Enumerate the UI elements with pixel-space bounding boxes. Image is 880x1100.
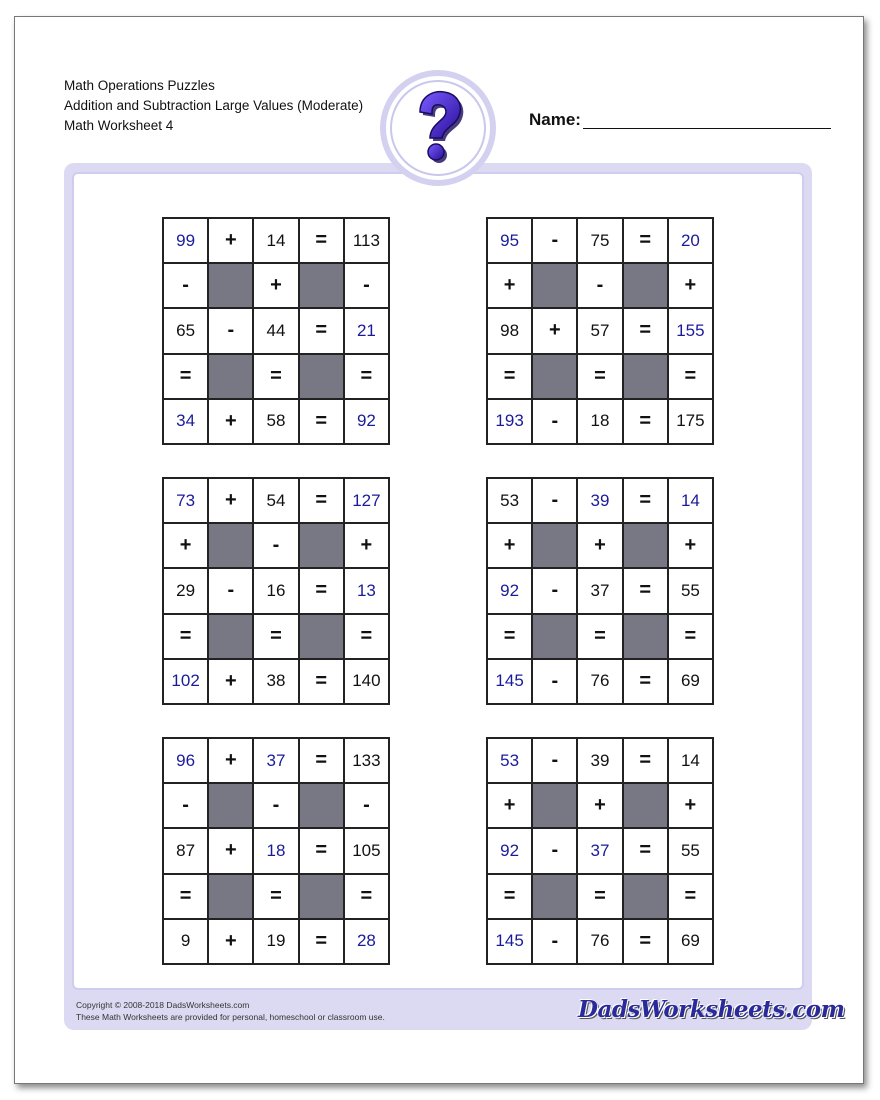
operator-cell: + <box>253 263 298 308</box>
operator-cell: + <box>532 308 577 353</box>
operator-cell: - <box>532 738 577 783</box>
operator-cell: + <box>487 263 532 308</box>
number-cell: 39 <box>577 478 622 523</box>
puzzle-3 <box>162 477 390 705</box>
operator-cell: = <box>299 478 344 523</box>
number-cell: 75 <box>577 218 622 263</box>
operator-cell: = <box>623 308 668 353</box>
shaded-cell <box>532 874 577 919</box>
operator-cell: + <box>487 523 532 568</box>
number-cell: 55 <box>668 828 713 873</box>
operator-cell: = <box>623 218 668 263</box>
number-cell: 69 <box>668 659 713 704</box>
worksheet-subtitle: Addition and Subtraction Large Values (Moderate) <box>64 98 364 113</box>
number-cell: 58 <box>253 399 298 444</box>
puzzle-1 <box>162 217 390 445</box>
operator-cell: - <box>163 783 208 828</box>
operator-cell: - <box>344 263 389 308</box>
number-cell: 95 <box>487 218 532 263</box>
operator-cell: + <box>208 828 253 873</box>
number-cell: 9 <box>163 919 208 964</box>
number-cell: 53 <box>487 738 532 783</box>
number-cell: 92 <box>487 568 532 613</box>
number-cell: 55 <box>668 568 713 613</box>
operator-cell: + <box>208 218 253 263</box>
number-cell: 53 <box>487 478 532 523</box>
operator-cell: - <box>532 659 577 704</box>
operator-cell: - <box>532 478 577 523</box>
number-cell: 18 <box>253 828 298 873</box>
footer-text <box>76 999 385 1023</box>
number-cell: 14 <box>253 218 298 263</box>
operator-cell: = <box>623 919 668 964</box>
shaded-cell <box>532 783 577 828</box>
number-cell: 54 <box>253 478 298 523</box>
usage-notice: These Math Worksheets are provided for personal, homeschool or classroom use. <box>76 1012 385 1022</box>
number-cell: 13 <box>344 568 389 613</box>
number-cell: 76 <box>577 659 622 704</box>
operator-cell: = <box>623 659 668 704</box>
number-cell: 102 <box>163 659 208 704</box>
number-cell: 57 <box>577 308 622 353</box>
operator-cell: - <box>532 399 577 444</box>
number-cell: 19 <box>253 919 298 964</box>
operator-cell: - <box>532 568 577 613</box>
number-cell: 127 <box>344 478 389 523</box>
number-cell: 37 <box>253 738 298 783</box>
operator-cell: = <box>668 354 713 399</box>
operator-cell: = <box>487 614 532 659</box>
shaded-cell <box>623 874 668 919</box>
number-cell: 44 <box>253 308 298 353</box>
operator-cell: + <box>668 783 713 828</box>
operator-cell: + <box>208 478 253 523</box>
number-cell: 113 <box>344 218 389 263</box>
operator-cell: - <box>344 783 389 828</box>
operator-cell: - <box>253 523 298 568</box>
operator-cell: - <box>532 919 577 964</box>
puzzle-2 <box>486 217 714 445</box>
number-cell: 18 <box>577 399 622 444</box>
operator-cell: + <box>163 523 208 568</box>
operator-cell: = <box>577 354 622 399</box>
operator-cell: = <box>577 874 622 919</box>
number-cell: 39 <box>577 738 622 783</box>
number-cell: 73 <box>163 478 208 523</box>
worksheet-title: Math Operations Puzzles <box>64 78 215 93</box>
shaded-cell <box>623 783 668 828</box>
operator-cell: + <box>668 523 713 568</box>
operator-cell: = <box>299 308 344 353</box>
number-cell: 133 <box>344 738 389 783</box>
shaded-cell <box>208 874 253 919</box>
number-cell: 14 <box>668 738 713 783</box>
operator-cell: = <box>163 614 208 659</box>
number-cell: 20 <box>668 218 713 263</box>
name-label: Name: <box>529 110 581 129</box>
operator-cell: = <box>487 354 532 399</box>
operator-cell: + <box>487 783 532 828</box>
name-line <box>583 128 831 129</box>
shaded-cell <box>299 614 344 659</box>
operator-cell: = <box>577 614 622 659</box>
number-cell: 37 <box>577 568 622 613</box>
number-cell: 14 <box>668 478 713 523</box>
number-cell: 92 <box>487 828 532 873</box>
operator-cell: = <box>623 399 668 444</box>
shaded-cell <box>299 783 344 828</box>
number-cell: 92 <box>344 399 389 444</box>
brand-logo: DadsWorksheets.com <box>578 996 845 1023</box>
number-cell: 155 <box>668 308 713 353</box>
number-cell: 65 <box>163 308 208 353</box>
operator-cell: = <box>163 354 208 399</box>
shaded-cell <box>208 263 253 308</box>
puzzle-4 <box>486 477 714 705</box>
shaded-cell <box>623 614 668 659</box>
operator-cell: - <box>532 828 577 873</box>
operator-cell: = <box>623 738 668 783</box>
number-cell: 21 <box>344 308 389 353</box>
puzzle-6 <box>486 737 714 965</box>
operator-cell: - <box>532 218 577 263</box>
operator-cell: + <box>344 523 389 568</box>
operator-cell: = <box>299 828 344 873</box>
number-cell: 96 <box>163 738 208 783</box>
worksheet-number: Math Worksheet 4 <box>64 118 174 133</box>
number-cell: 193 <box>487 399 532 444</box>
shaded-cell <box>623 354 668 399</box>
operator-cell: = <box>344 874 389 919</box>
operator-cell: - <box>253 783 298 828</box>
operator-cell: - <box>163 263 208 308</box>
copyright-line: Copyright © 2008-2018 DadsWorksheets.com <box>76 1000 250 1010</box>
operator-cell: = <box>299 218 344 263</box>
operator-cell: - <box>577 263 622 308</box>
operator-cell: = <box>668 614 713 659</box>
puzzle-5 <box>162 737 390 965</box>
number-cell: 28 <box>344 919 389 964</box>
operator-cell: = <box>299 568 344 613</box>
operator-cell: = <box>299 659 344 704</box>
operator-cell: - <box>208 308 253 353</box>
operator-cell: + <box>208 399 253 444</box>
operator-cell: + <box>577 783 622 828</box>
operator-cell: = <box>623 478 668 523</box>
operator-cell: = <box>253 354 298 399</box>
operator-cell: + <box>208 659 253 704</box>
operator-cell: = <box>253 614 298 659</box>
shaded-cell <box>623 263 668 308</box>
shaded-cell <box>208 523 253 568</box>
shaded-cell <box>299 263 344 308</box>
shaded-cell <box>532 263 577 308</box>
shaded-cell <box>208 783 253 828</box>
operator-cell: = <box>163 874 208 919</box>
number-cell: 16 <box>253 568 298 613</box>
shaded-cell <box>532 523 577 568</box>
operator-cell: + <box>577 523 622 568</box>
shaded-cell <box>532 614 577 659</box>
number-cell: 29 <box>163 568 208 613</box>
number-cell: 145 <box>487 659 532 704</box>
number-cell: 69 <box>668 919 713 964</box>
operator-cell: + <box>208 919 253 964</box>
operator-cell: = <box>299 399 344 444</box>
worksheet-header <box>64 76 363 136</box>
operator-cell: = <box>344 354 389 399</box>
operator-cell: = <box>623 828 668 873</box>
shaded-cell <box>623 523 668 568</box>
operator-cell: = <box>668 874 713 919</box>
operator-cell: + <box>668 263 713 308</box>
operator-cell: = <box>299 919 344 964</box>
number-cell: 87 <box>163 828 208 873</box>
operator-cell: = <box>487 874 532 919</box>
number-cell: 98 <box>487 308 532 353</box>
number-cell: 38 <box>253 659 298 704</box>
operator-cell: = <box>253 874 298 919</box>
operator-cell: = <box>623 568 668 613</box>
number-cell: 105 <box>344 828 389 873</box>
number-cell: 175 <box>668 399 713 444</box>
shaded-cell <box>299 523 344 568</box>
operator-cell: = <box>344 614 389 659</box>
shaded-cell <box>532 354 577 399</box>
shaded-cell <box>299 354 344 399</box>
number-cell: 37 <box>577 828 622 873</box>
shaded-cell <box>208 614 253 659</box>
shaded-cell <box>299 874 344 919</box>
number-cell: 145 <box>487 919 532 964</box>
operator-cell: - <box>208 568 253 613</box>
number-cell: 76 <box>577 919 622 964</box>
number-cell: 99 <box>163 218 208 263</box>
operator-cell: = <box>299 738 344 783</box>
operator-cell: + <box>208 738 253 783</box>
number-cell: 140 <box>344 659 389 704</box>
shaded-cell <box>208 354 253 399</box>
question-mark-icon <box>390 80 486 176</box>
number-cell: 34 <box>163 399 208 444</box>
